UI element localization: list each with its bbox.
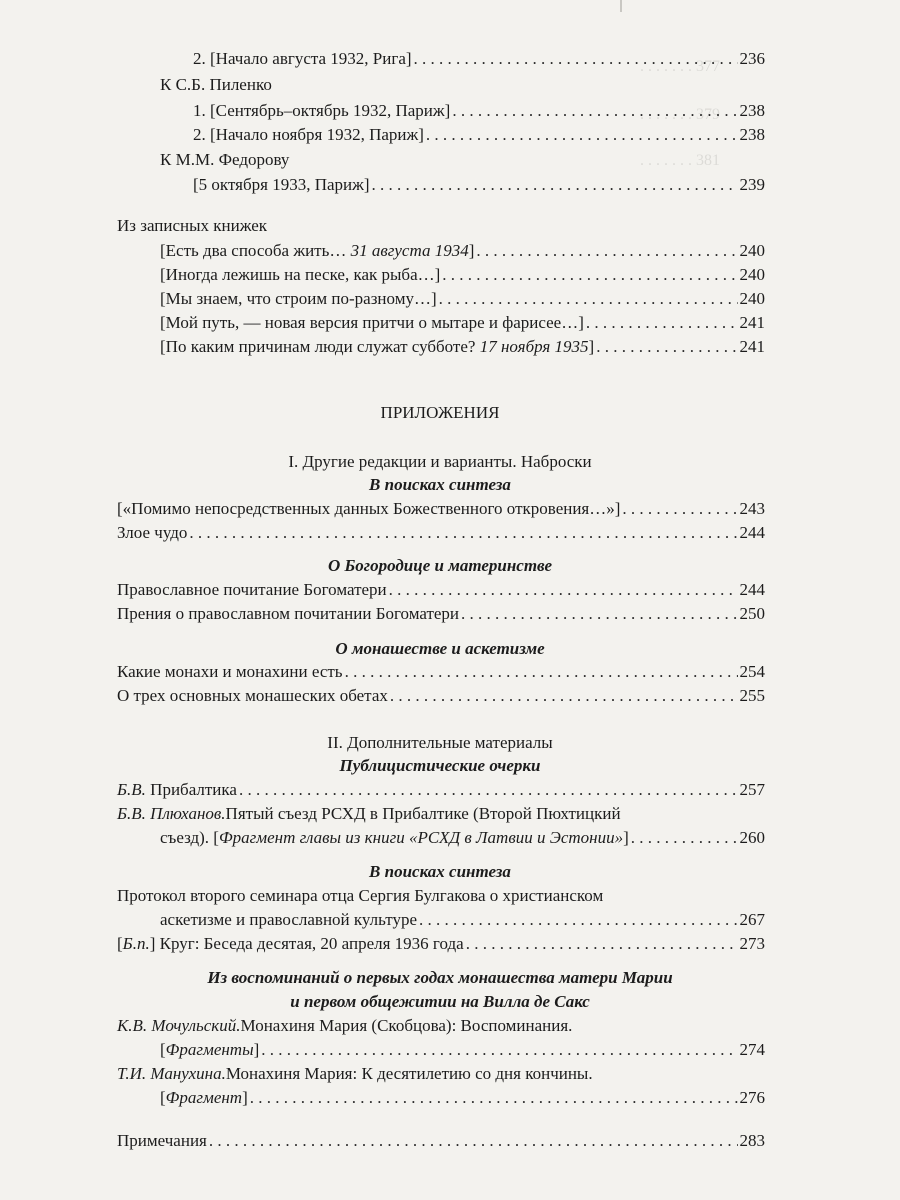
show-through: . . . . . . . 377	[640, 58, 720, 75]
toc-entry: Б.В. Прибалтика . . . 257	[117, 779, 765, 801]
section-heading: В поисках синтеза	[369, 475, 511, 494]
section-heading: Публицистические очерки	[339, 756, 541, 775]
toc-entry-line: К.В. Мочульский. Монахиня Мария (Скобцова): Воспоминания.	[117, 1016, 573, 1035]
toc-entry-line: Т.И. Манухина. Монахиня Мария: К десятилетию со дня кончины.	[117, 1064, 593, 1083]
toc-entry: [Иногда лежишь на песке, как рыба…] . . . 240	[160, 264, 765, 286]
toc-entry: съезд). [Фрагмент главы из книги «РСХД в Латвии и Эстонии»] . . . 260	[160, 827, 765, 849]
toc-entry: Православное почитание Богоматери . . . 244	[117, 579, 765, 601]
toc-entry-notes: Примечания . . . 283	[117, 1130, 765, 1152]
part-heading: II. Дополнительные материалы	[327, 733, 553, 752]
part-heading: I. Другие редакции и варианты. Наброски	[288, 452, 592, 471]
toc-entry: [Есть два способа жить… 31 августа 1934] . . . 240	[160, 240, 765, 262]
toc-entry: аскетизме и православной культуре . . . 267	[160, 909, 765, 931]
toc-entry: [«Помимо непосредственных данных Божественного откровения…»] . . . 243	[117, 498, 765, 520]
section-heading: Из воспоминаний о первых годах монашества матери Марии	[207, 968, 673, 987]
toc-entry: Злое чудо . . . 244	[117, 522, 765, 544]
toc-entry: 2. [Начало августа 1932, Рига] . . . 236	[193, 48, 765, 70]
appendix-title: ПРИЛОЖЕНИЯ	[380, 403, 500, 422]
toc-entry: Какие монахи и монахини есть . . . 254	[117, 661, 765, 683]
toc-entry: [Фрагменты] . . . 274	[160, 1039, 765, 1061]
toc-entry: [Мы знаем, что строим по-разному…] . . . 240	[160, 288, 765, 310]
toc-entry: 2. [Начало ноября 1932, Париж] . . . 238	[193, 124, 765, 146]
toc-entry-line: Протокол второго семинара отца Сергия Булгакова о христианском	[117, 886, 604, 905]
section-heading: О монашестве и аскетизме	[335, 639, 545, 658]
section-heading: и первом общежитии на Вилла де Сакс	[290, 992, 590, 1011]
toc-entry: 1. [Сентябрь–октябрь 1932, Париж] . . . 238	[193, 100, 765, 122]
toc-entry: [5 октября 1933, Париж] . . . 239	[193, 174, 765, 196]
toc-entry: [Мой путь, — новая версия притчи о мытаре и фарисее…] . . . 241	[160, 312, 765, 334]
toc-entry: О трех основных монашеских обетах . . . 255	[117, 685, 765, 707]
section-heading: О Богородице и материнстве	[327, 556, 552, 575]
toc-entry: [Фрагмент] . . . 276	[160, 1087, 765, 1109]
show-through: . . . . . . . 381	[640, 152, 720, 169]
toc-heading: К М.М. Федорову	[160, 150, 290, 169]
page-crease	[620, 0, 622, 12]
toc-entry: [По каким причинам люди служат субботе? 17 ноября 1935] . . . 241	[160, 336, 765, 358]
toc-heading: К С.Б. Пиленко	[160, 75, 272, 94]
toc-heading: Из записных книжек	[117, 216, 268, 235]
toc-entry: Прения о православном почитании Богоматери . . . 250	[117, 603, 765, 625]
toc-entry: [Б.п.] Круг: Беседа десятая, 20 апреля 1936 года . . . 273	[117, 933, 765, 955]
section-heading: В поисках синтеза	[369, 862, 511, 881]
toc-entry-line: Б.В. Плюханов. Пятый съезд РСХД в Прибалтике (Второй Пюхтицкий	[117, 804, 621, 823]
show-through: . . . . . . . 379	[640, 106, 720, 123]
